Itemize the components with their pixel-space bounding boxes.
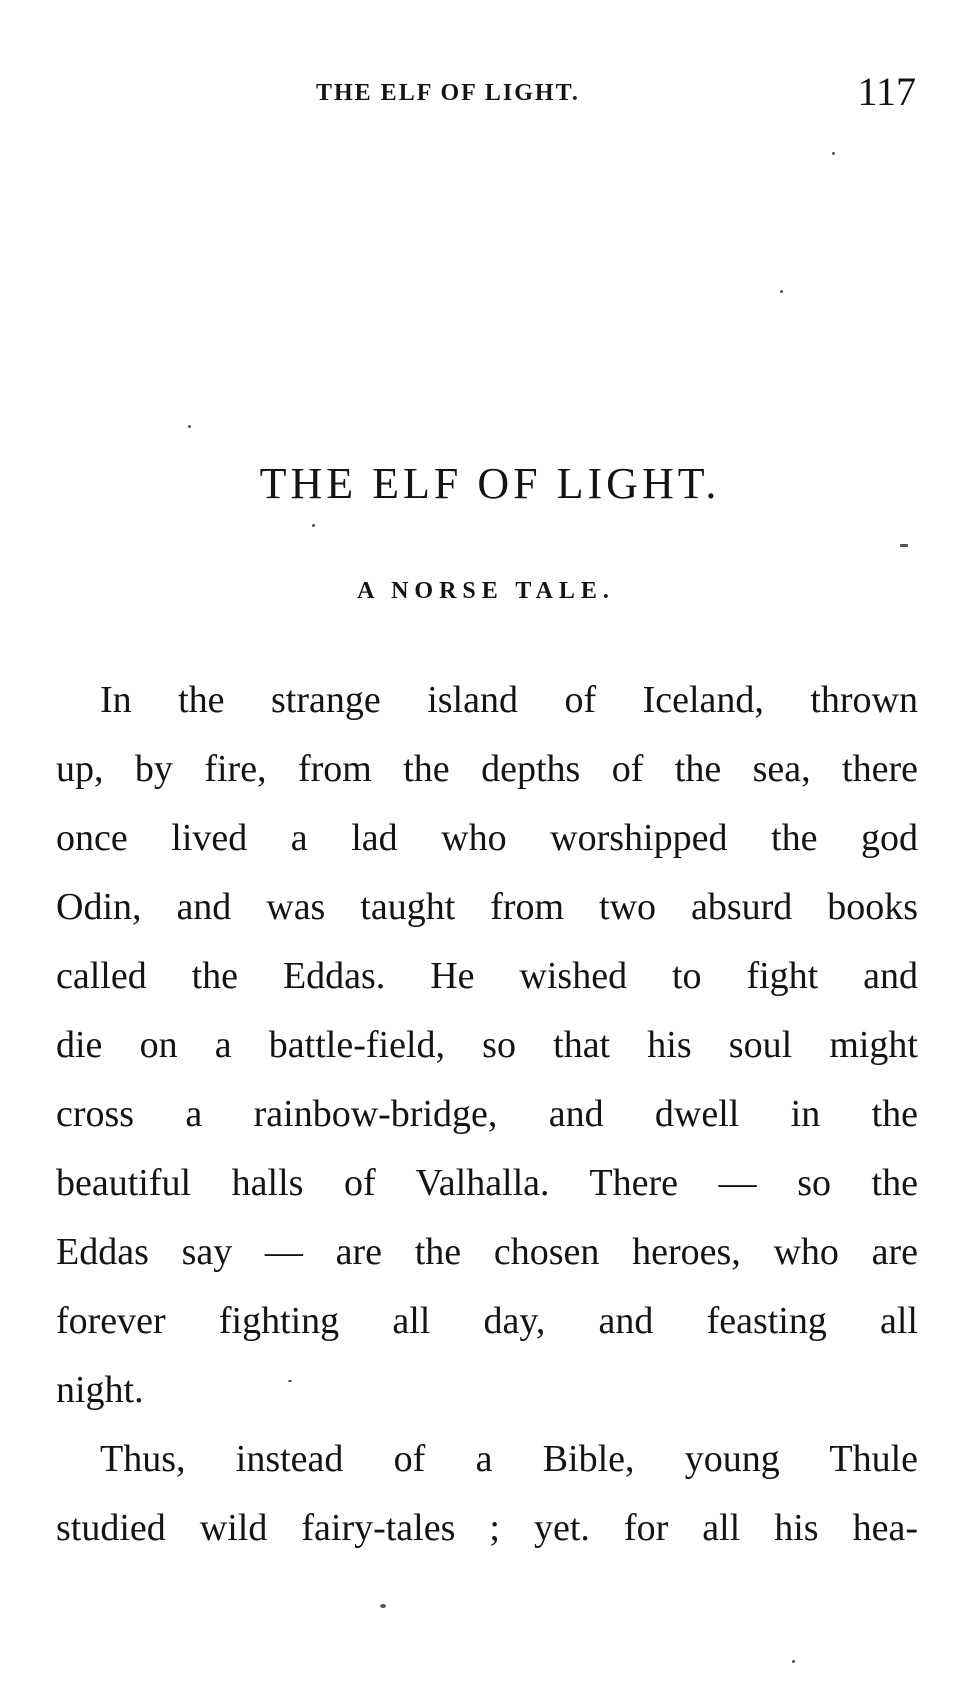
paper-speck bbox=[380, 1604, 386, 1608]
text-line: called the Eddas. He wished to fight and bbox=[56, 955, 918, 997]
text-line: beautiful halls of Valhalla. There — so the bbox=[56, 1162, 918, 1204]
text-line: Odin, and was taught from two absurd books bbox=[56, 886, 918, 928]
text-line: forever fighting all day, and feasting all bbox=[56, 1300, 918, 1342]
paper-speck bbox=[900, 544, 908, 547]
running-head bbox=[56, 69, 916, 114]
text-line: once lived a lad who worshipped the god bbox=[56, 817, 918, 859]
text-line: Eddas say — are the chosen heroes, who are bbox=[56, 1231, 918, 1273]
text-line: up, by fire, from the depths of the sea, there bbox=[56, 748, 918, 790]
text-line: studied wild fairy-tales ; yet. for all his hea- bbox=[56, 1507, 918, 1549]
text-line: Thus, instead of a Bible, young Thule bbox=[100, 1438, 918, 1480]
body-text bbox=[56, 666, 918, 1563]
text-line: In the strange island of Iceland, thrown bbox=[100, 679, 918, 721]
paper-speck bbox=[832, 152, 835, 155]
page-number: 117 bbox=[857, 69, 916, 114]
paper-speck bbox=[312, 524, 315, 527]
chapter-subtitle: A NORSE TALE. bbox=[357, 578, 615, 604]
text-line: night. bbox=[56, 1369, 144, 1411]
text-line: die on a battle-field, so that his soul might bbox=[56, 1024, 918, 1066]
text-line: cross a rainbow-bridge, and dwell in the bbox=[56, 1093, 918, 1135]
paper-speck bbox=[188, 425, 191, 428]
running-title: THE ELF OF LIGHT. bbox=[316, 80, 580, 106]
paper-speck bbox=[288, 1380, 292, 1382]
paper-speck bbox=[792, 1660, 795, 1663]
paper-speck bbox=[780, 290, 783, 293]
chapter-title: THE ELF OF LIGHT. bbox=[259, 459, 721, 508]
